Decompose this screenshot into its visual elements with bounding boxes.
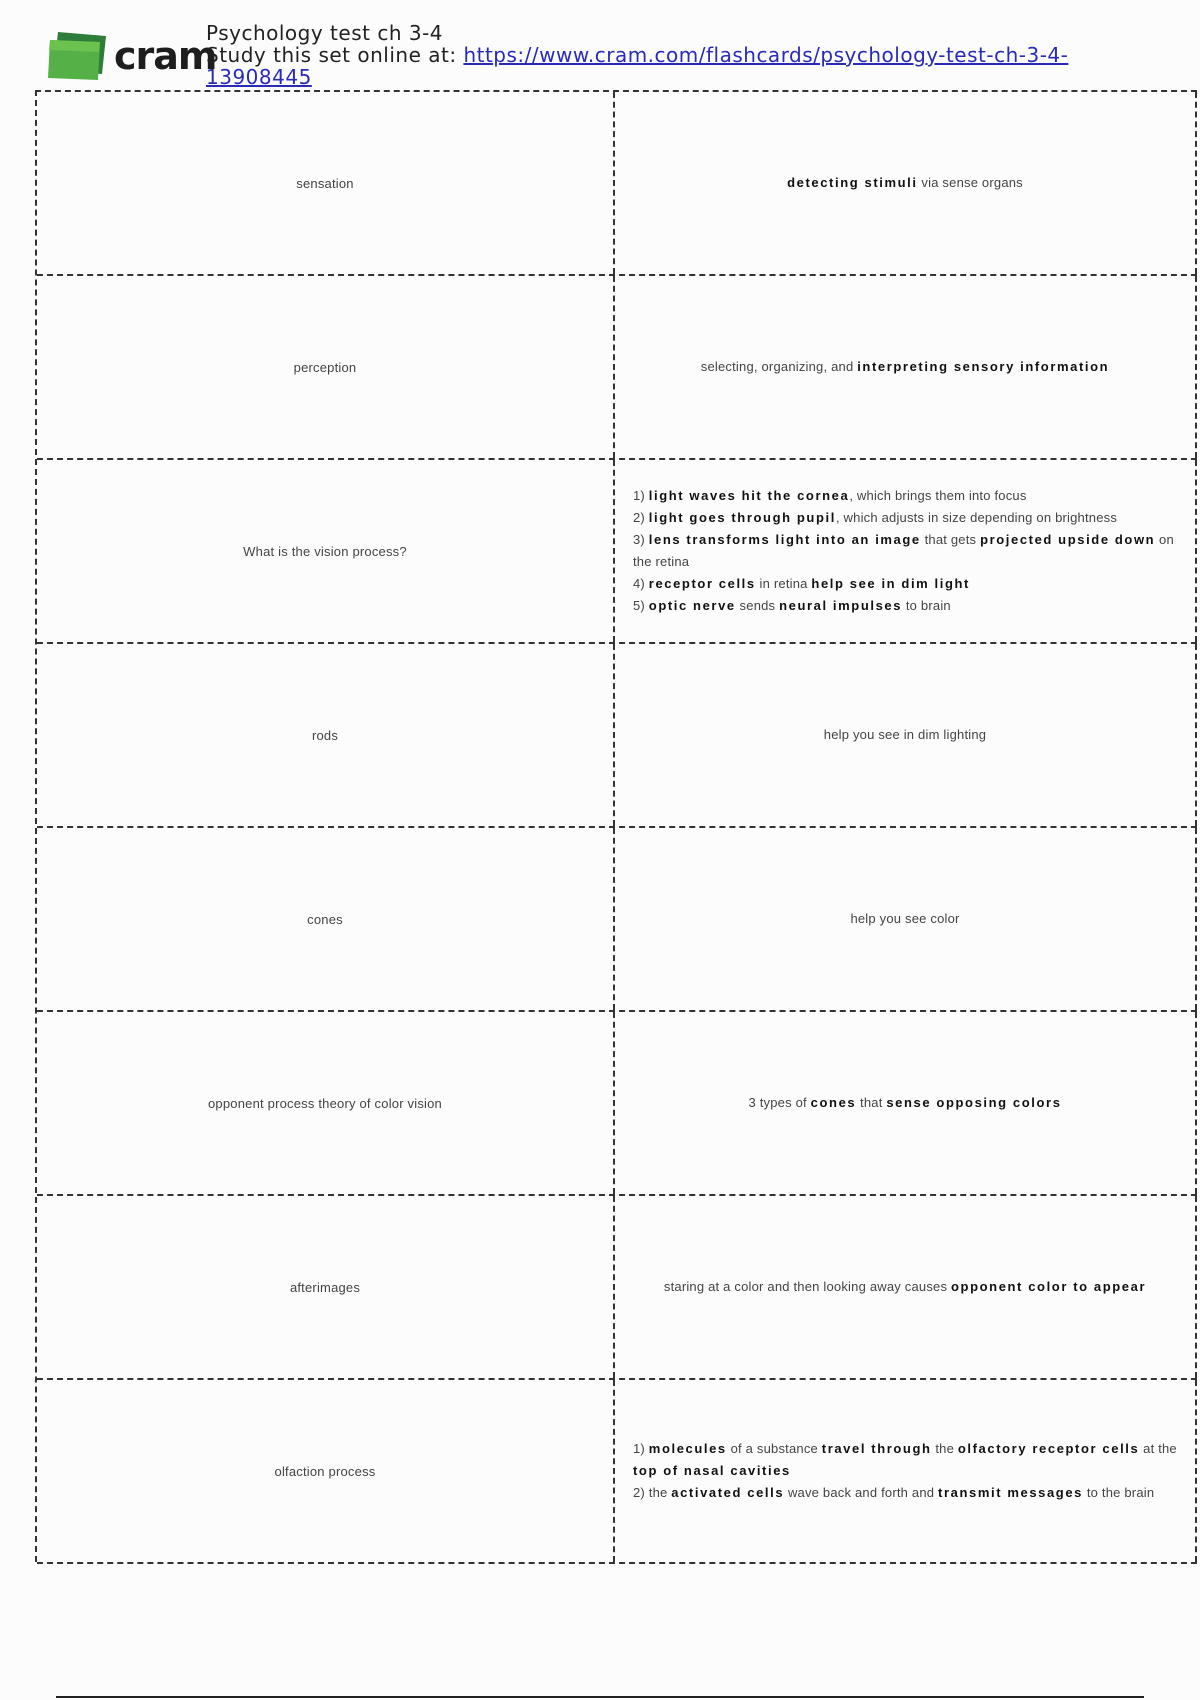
definition-text: the [931, 1441, 958, 1456]
definition-bold-text: molecules [648, 1441, 727, 1456]
flashcard-row [37, 276, 1197, 460]
flashcard-term: perception [37, 276, 615, 458]
definition-bold-text: cones [810, 1095, 857, 1110]
cram-logo[interactable] [44, 28, 217, 86]
definition-bold-text: neural impulses [779, 598, 903, 613]
definition-text: 3) [633, 532, 649, 547]
definition-line [633, 1482, 1177, 1504]
flashcard-term: olfaction process [37, 1380, 615, 1562]
definition-bold-text: light waves hit the cornea [648, 488, 850, 503]
definition-bold-text: receptor cells [648, 576, 756, 591]
definition-bold-text: optic nerve [648, 598, 736, 613]
cram-cards-icon [44, 28, 110, 82]
definition-text: 4) [633, 576, 649, 591]
definition-line [850, 908, 959, 930]
definition-bold-text: top of nasal cavities [633, 1463, 791, 1478]
definition-bold-text: transmit messages [938, 1485, 1084, 1500]
definition-text: 1) [633, 488, 649, 503]
flashcard-definition [615, 1196, 1197, 1378]
definition-line [701, 356, 1109, 378]
flashcard-row [37, 1012, 1197, 1196]
flashcard-row [37, 460, 1197, 644]
flashcard-term: cones [37, 828, 615, 1010]
flashcard-definition [615, 460, 1197, 642]
flashcard-row [37, 644, 1197, 828]
definition-text: that [856, 1095, 887, 1110]
flashcard-definition [615, 92, 1197, 274]
definition-text: 2) [633, 510, 649, 525]
definition-bold-text: help see in dim light [811, 576, 970, 591]
definition-line [633, 507, 1177, 529]
flashcard-term: afterimages [37, 1196, 615, 1378]
definition-text: at the [1139, 1441, 1177, 1456]
definition-text: help you see in dim lighting [823, 727, 987, 742]
flashcard-row [37, 1380, 1197, 1564]
flashcard-term: What is the vision process? [37, 460, 615, 642]
flashcard-definition [615, 276, 1197, 458]
definition-text: 3 types of [748, 1095, 811, 1110]
definition-bold-text: light goes through pupil [648, 510, 836, 525]
definition-line [824, 724, 986, 746]
definition-text: , which adjusts in size depending on brightness [835, 510, 1118, 525]
flashcard-term: rods [37, 644, 615, 826]
logo-wordmark: cram [114, 34, 217, 78]
definition-bold-text: interpreting sensory information [857, 359, 1110, 374]
definition-text: of a substance [726, 1441, 822, 1456]
flashcard-row [37, 1196, 1197, 1380]
flashcard-row [37, 92, 1197, 276]
definition-line [633, 485, 1177, 507]
footer-rule [56, 1696, 1144, 1698]
definition-line [748, 1092, 1061, 1114]
definition-line [633, 1438, 1177, 1482]
definition-text: in retina [755, 576, 812, 591]
definition-text: 5) [633, 598, 649, 613]
definition-line [633, 595, 1177, 617]
flashcard-definition [615, 1012, 1197, 1194]
definition-line [633, 573, 1177, 595]
definition-line [664, 1276, 1146, 1298]
definition-bold-text: projected upside down [980, 532, 1156, 547]
definition-text: wave back and forth and [784, 1485, 939, 1500]
definition-text: selecting, organizing, and [700, 359, 858, 374]
definition-line [633, 529, 1177, 573]
definition-text: to the brain [1083, 1485, 1155, 1500]
definition-text: 1) [633, 1441, 649, 1456]
definition-line [787, 172, 1023, 194]
definition-text: that gets [920, 532, 981, 547]
definition-bold-text: sense opposing colors [886, 1095, 1062, 1110]
definition-text: 2) the [633, 1485, 672, 1500]
definition-text: sends [735, 598, 780, 613]
set-url-link[interactable]: https://www.cram.com/flashcards/psychology-test-ch-3-4-13908445 [206, 43, 1069, 89]
page-header [44, 22, 1174, 88]
definition-text: to brain [902, 598, 951, 613]
definition-text: help you see color [850, 911, 960, 926]
flashcard-definition [615, 828, 1197, 1010]
definition-text: via sense organs [917, 175, 1023, 190]
set-title: Psychology test ch 3-4 [206, 21, 444, 45]
flashcard-definition [615, 1380, 1197, 1562]
definition-bold-text: travel through [821, 1441, 932, 1456]
study-online-line [206, 44, 1174, 88]
definition-text: on the retina [633, 532, 1174, 569]
definition-bold-text: detecting stimuli [787, 175, 918, 190]
definition-bold-text: activated cells [671, 1485, 785, 1500]
definition-bold-text: opponent color to appear [950, 1279, 1147, 1294]
flashcard-definition [615, 644, 1197, 826]
definition-text: staring at a color and then looking away causes [663, 1279, 951, 1294]
flashcard-grid [35, 90, 1197, 1562]
flashcard-term: sensation [37, 92, 615, 274]
definition-bold-text: lens transforms light into an image [648, 532, 921, 547]
flashcard-row [37, 828, 1197, 1012]
study-prefix: Study this set online at: [206, 43, 464, 67]
definition-bold-text: olfactory receptor cells [957, 1441, 1140, 1456]
flashcard-term: opponent process theory of color vision [37, 1012, 615, 1194]
definition-text: , which brings them into focus [849, 488, 1027, 503]
